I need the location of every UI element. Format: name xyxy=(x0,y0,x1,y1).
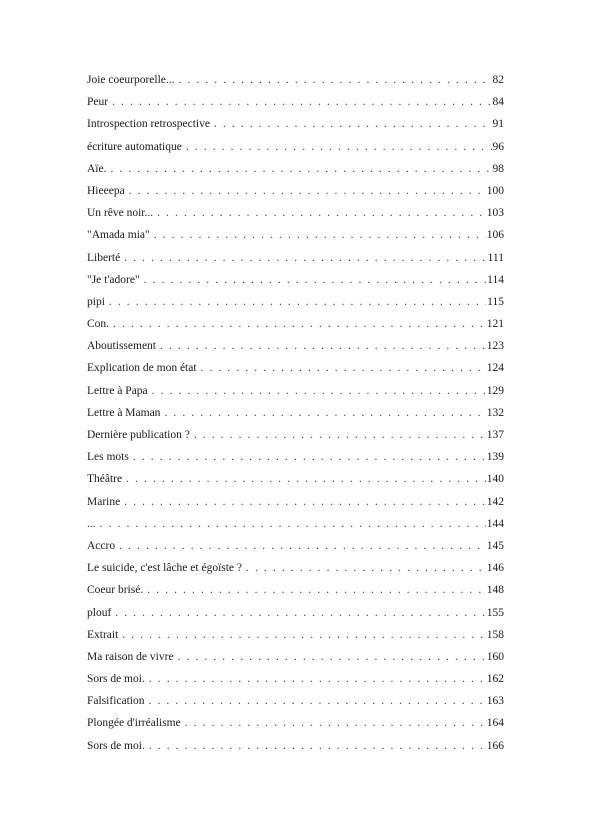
toc-entry[interactable] xyxy=(87,513,504,535)
toc-entry[interactable] xyxy=(87,380,504,402)
toc-entry-title: Aïe. xyxy=(87,162,107,175)
toc-entry-page-number: 166 xyxy=(486,739,504,752)
toc-entry-page-number: 129 xyxy=(486,384,504,397)
toc-entry-page-number: 106 xyxy=(486,229,504,242)
toc-entry-title: Le suicide, c'est lâche et égoïste ? xyxy=(87,562,243,575)
toc-entry-page-number: 98 xyxy=(492,162,504,175)
toc-entry[interactable] xyxy=(87,69,504,91)
toc-entry-title: Sors de moi. xyxy=(87,673,145,686)
toc-entry-title: Un rêve noir... xyxy=(87,207,154,220)
toc-entry-title: Sors de moi. xyxy=(87,739,145,752)
toc-entry-page-number: 103 xyxy=(486,207,504,220)
table-of-contents xyxy=(87,69,504,757)
dot-leader xyxy=(152,380,486,402)
toc-entry[interactable] xyxy=(87,735,504,757)
toc-entry-title: Introspection retrospective xyxy=(87,118,210,131)
toc-entry-title: Dernière publication ? xyxy=(87,429,190,441)
toc-entry-title: Peur xyxy=(87,96,109,109)
dot-leader xyxy=(110,158,491,180)
dot-leader xyxy=(109,291,486,313)
toc-entry-page-number: 132 xyxy=(486,406,504,419)
toc-entry-page-number: 140 xyxy=(486,473,504,486)
toc-entry[interactable] xyxy=(87,668,504,690)
toc-entry[interactable] xyxy=(87,602,504,624)
toc-entry-page-number: 100 xyxy=(486,184,504,197)
toc-entry-page-number: 123 xyxy=(486,340,504,353)
dot-leader xyxy=(129,180,486,202)
dot-leader xyxy=(119,535,486,557)
toc-entry-page-number: 148 xyxy=(486,584,504,597)
toc-entry-page-number: 139 xyxy=(486,451,504,464)
toc-entry-page-number: 114 xyxy=(487,273,504,286)
toc-entry[interactable] xyxy=(87,579,504,601)
toc-entry-page-number: 137 xyxy=(486,429,504,441)
toc-entry[interactable] xyxy=(87,113,504,135)
dot-leader xyxy=(144,269,487,291)
toc-entry-title: Explication de mon état xyxy=(87,362,197,375)
toc-entry-page-number: 163 xyxy=(486,695,504,708)
toc-entry-title: Les mots xyxy=(87,451,129,464)
dot-leader xyxy=(186,136,492,158)
toc-entry[interactable] xyxy=(87,313,504,335)
toc-entry-page-number: 164 xyxy=(486,717,504,730)
toc-entry[interactable] xyxy=(87,202,504,224)
toc-entry[interactable] xyxy=(87,136,504,158)
toc-entry-page-number: 124 xyxy=(486,362,504,375)
toc-entry-page-number: 160 xyxy=(486,650,504,663)
toc-entry[interactable] xyxy=(87,712,504,734)
dot-leader xyxy=(178,646,486,668)
toc-entry[interactable] xyxy=(87,180,504,202)
toc-entry-page-number: 111 xyxy=(487,251,504,264)
dot-leader xyxy=(124,247,486,269)
toc-entry-title: pipi xyxy=(87,295,105,308)
toc-entry-title: Théâtre xyxy=(87,473,123,486)
toc-entry-page-number: 146 xyxy=(486,562,504,575)
toc-entry-page-number: 162 xyxy=(486,673,504,686)
toc-entry[interactable] xyxy=(87,335,504,357)
toc-entry[interactable] xyxy=(87,269,504,291)
dot-leader xyxy=(124,491,486,513)
toc-entry-page-number: 145 xyxy=(486,539,504,552)
toc-entry-page-number: 155 xyxy=(486,606,504,619)
toc-entry-title: Coeur brisé. xyxy=(87,584,144,597)
toc-entry-title: "Je t'adore" xyxy=(87,273,140,286)
toc-entry[interactable] xyxy=(87,247,504,269)
dot-leader xyxy=(147,579,486,601)
dot-leader xyxy=(164,402,485,424)
dot-leader xyxy=(115,602,485,624)
toc-entry[interactable] xyxy=(87,446,504,468)
dot-leader xyxy=(246,557,486,579)
dot-leader xyxy=(113,313,486,335)
dot-leader xyxy=(194,424,486,446)
toc-entry[interactable] xyxy=(87,224,504,246)
toc-entry[interactable] xyxy=(87,357,504,379)
toc-entry-title: Lettre à Maman xyxy=(87,406,161,419)
dot-leader xyxy=(179,69,492,91)
toc-entry-title: Liberté xyxy=(87,251,121,264)
toc-entry-title: Extrait xyxy=(87,628,119,641)
toc-entry-title: Con. xyxy=(87,318,110,331)
toc-entry-title: écriture automatique xyxy=(87,140,182,153)
toc-entry-page-number: 96 xyxy=(492,140,504,153)
dot-leader xyxy=(112,91,491,113)
toc-entry-page-number: 115 xyxy=(487,295,504,308)
dot-leader xyxy=(157,202,486,224)
toc-entry-title: "Amada mia" xyxy=(87,229,150,242)
toc-entry[interactable] xyxy=(87,424,504,446)
toc-entry-title: Marine xyxy=(87,495,121,508)
toc-entry-title: plouf xyxy=(87,606,112,619)
toc-entry[interactable] xyxy=(87,690,504,712)
dot-leader xyxy=(149,690,486,712)
toc-entry-title: Aboutissement xyxy=(87,340,156,353)
toc-entry-title: Plongée d'irréalisme xyxy=(87,717,181,730)
dot-leader xyxy=(126,468,486,490)
dot-leader xyxy=(214,113,492,135)
dot-leader xyxy=(149,735,486,757)
toc-entry[interactable] xyxy=(87,646,504,668)
toc-entry-title: Accro xyxy=(87,539,116,552)
toc-entry-title: Lettre à Papa xyxy=(87,384,148,397)
toc-entry-title: Falsification xyxy=(87,695,145,708)
toc-entry-page-number: 144 xyxy=(486,517,504,530)
toc-entry[interactable] xyxy=(87,291,504,313)
toc-entry-page-number: 142 xyxy=(486,495,504,508)
toc-entry-page-number: 121 xyxy=(486,318,504,331)
dot-leader xyxy=(160,335,486,357)
dot-leader xyxy=(122,624,485,646)
toc-entry-page-number: 91 xyxy=(492,118,504,131)
toc-entry[interactable] xyxy=(87,468,504,490)
toc-entry-title: Joie coeurporelle... xyxy=(87,74,175,86)
toc-entry[interactable] xyxy=(87,491,504,513)
toc-entry-title: ... xyxy=(87,517,96,530)
dot-leader xyxy=(133,446,486,468)
toc-entry-title: Hieeepa xyxy=(87,184,125,197)
toc-entry[interactable] xyxy=(87,557,504,579)
toc-entry[interactable] xyxy=(87,91,504,113)
toc-entry[interactable] xyxy=(87,158,504,180)
toc-entry[interactable] xyxy=(87,402,504,424)
toc-entry[interactable] xyxy=(87,624,504,646)
dot-leader xyxy=(201,357,486,379)
toc-entry-page-number: 84 xyxy=(492,96,504,109)
toc-entry-page-number: 158 xyxy=(486,628,504,641)
toc-entry-page-number: 82 xyxy=(492,74,504,86)
dot-leader xyxy=(185,712,486,734)
toc-entry[interactable] xyxy=(87,535,504,557)
dot-leader xyxy=(100,513,486,535)
toc-entry-title: Ma raison de vivre xyxy=(87,650,174,663)
dot-leader xyxy=(154,224,486,246)
dot-leader xyxy=(149,668,486,690)
